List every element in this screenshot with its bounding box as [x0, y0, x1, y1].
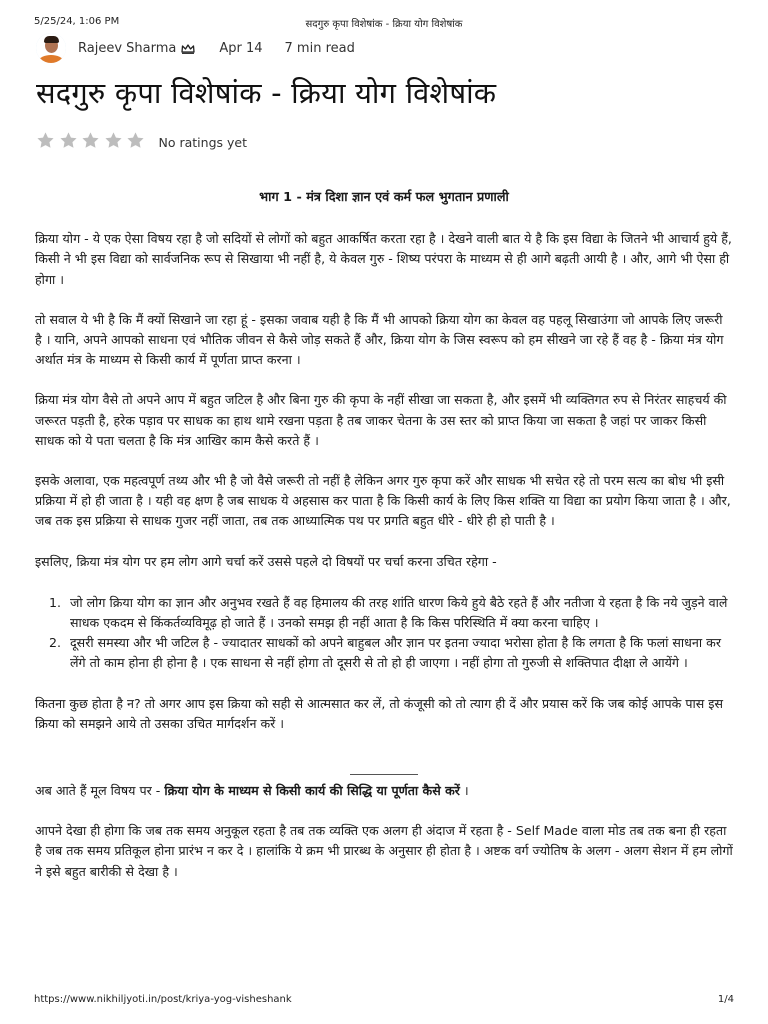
avatar[interactable] [36, 33, 66, 63]
star-icon[interactable] [126, 131, 145, 150]
print-datetime: 5/25/24, 1:06 PM [34, 16, 120, 27]
star-icon[interactable] [81, 131, 100, 150]
article-body [35, 188, 733, 882]
author-name[interactable]: Rajeev Sharma [78, 40, 177, 56]
print-header [34, 16, 734, 30]
article-paragraph: क्रिया मंत्र योग वैसे तो अपने आप में बहुत जटिल है और बिना गुरु की कृपा के नहीं सीखा जा सकता है, और इसमें भी व्यक्तिगत रुप से निरंतर साहचर्य की जरूरत पड़ती है, हरेक पड़ाव पर साधक का हाथ थामे रखना पड़ता है तब जाकर चेतना के उस स्तर को प्राप्त किया जा सकता है जहां पर जाकर किसी साधक को ये पता चलता है कि मंत्र आखिर काम कैसे करते हैं । [35, 392, 727, 448]
star-icon[interactable] [36, 131, 55, 150]
print-page-title: सदगुरु कृपा विशेषांक - क्रिया योग विशेषांक [305, 19, 463, 30]
section-heading: भाग 1 - मंत्र दिशा ज्ञान एवं कर्म फल भुगतान प्रणाली [259, 190, 509, 205]
article-paragraph: इसके अलावा, एक महत्वपूर्ण तथ्य और भी है जो वैसे जरूरी तो नहीं है लेकिन अगर गुरु कृपा करें और साधक भी सचेत रहे तो परम सत्य का बोध भी इसी प्रक्रिया में हो ही जाता है । यही वह क्षण है जब साधक ये अहसास कर पाता है कि किसी कार्य के लिए किस शक्ति या विद्या का प्रयोग किया जाता है । और, जब तक इस प्रक्रिया से साधक गुजर नहीं जाता, तब तक आध्यात्मिक पथ पर प्रगति बहुत धीरे - धीरे ही हो पाती है । [35, 473, 731, 529]
star-icon[interactable] [59, 131, 78, 150]
rating-widget [36, 131, 247, 153]
main-topic-lead: अब आते हैं मूल विषय पर - [35, 783, 165, 799]
print-url: https://www.nikhiljyoti.in/post/kriya-yog-visheshank [34, 994, 292, 1005]
list-item: 1. जो लोग क्रिया योग का ज्ञान और अनुभव रखते हैं वह हिमालय की तरह शांति धारण किये हुये बैठे रहते हैं और नतीजा ये रहता है कि नये जुड़ने वाले साधक एकदम से किंकर्तव्यविमूढ़ हो जाते हैं । उनको समझ ही नहीं आता है कि किस परिस्थिति में क्या करना चाहिए । [65, 593, 733, 633]
article-paragraph: कितना कुछ होता है न? तो अगर आप इस क्रिया को सही से आत्मसात कर लें, तो कंजूसी को तो त्याग ही दें और प्रयास करें कि जब कोई आपके पास इस क्रिया को समझने आये तो उसका उचित मार्गदर्शन करें । [35, 695, 723, 731]
section-divider [35, 764, 733, 778]
print-footer [34, 994, 734, 1008]
article-paragraph: तो सवाल ये भी है कि मैं क्यों सिखाने जा रहा हूं - इसका जवाब यही है कि मैं भी आपको क्रिया योग का केवल वह पहलू सिखाउंगा जो आपके लिए जरूरी है । यानि, अपने आपको साधना एवं भौतिक जीवन से कैसे जोड़ सकते हैं और, क्रिया योग के जिस स्वरूप को हम सीखने जा रहे हैं वह है - क्रिया मंत्र योग अर्थात मंत्र के माध्यम से किसी कार्य में पूर्णता प्राप्त करना । [35, 311, 724, 368]
read-time: 7 min read [284, 40, 355, 56]
star-icon[interactable] [104, 131, 123, 150]
article-paragraph: क्रिया योग - ये एक ऐसा विषय रहा है जो सदियों से लोगों को बहुत आकर्षित करता रहा है । देखने वाली बात ये है कि इस विद्या के जितने भी आचार्य हुये हैं, किसी ने भी इस विद्या को सार्वजनिक रूप से सिखाया भी नहीं है, ये केवल गुरु - शिष्य परंपरा के माध्यम से ही आगे बढ़ती आयी है । और, आगे भी ऐसा ही होगा । [35, 231, 732, 287]
list-item: 2. दूसरी समस्या और भी जटिल है - ज्यादातर साधकों को अपने बाहुबल और ज्ञान पर इतना ज्यादा भरोसा होता है कि लगता है कि फलां साधना कर लेंगे तो काम होना ही होना है । एक साधना से नहीं होगा तो दूसरी से तो हो ही जाएगा । नहीं होगा तो गुरुजी से शक्तिपात दीक्षा ले आयेंगे । [65, 633, 733, 673]
numbered-list [35, 593, 733, 674]
rating-text: No ratings yet [158, 134, 247, 150]
main-topic-line [35, 781, 733, 801]
article-paragraph: आपने देखा ही होगा कि जब तक समय अनुकूल रहता है तब तक व्यक्ति एक अलग ही अंदाज में रहता है - Self Made वाला मोड तब तक बना ही रहता है जब तक समय प्रतिकूल होना प्रारंभ न कर दे । हालांकि ये क्रम भी प्रारब्ध के अनुसार ही होता है । अष्टक वर्ग ज्योतिष के अलग - अलग सेशन में हम लोगों ने इसे बहुत बारीकी से देखा है । [35, 823, 733, 879]
page-title: सदगुरु कृपा विशेषांक - क्रिया योग विशेषांक [36, 76, 497, 110]
main-topic-bold: क्रिया योग के माध्यम से किसी कार्य की सिद्धि या पूर्णता कैसे करें [164, 783, 460, 799]
author-row [36, 33, 355, 63]
crown-icon [181, 43, 195, 53]
main-topic-end: । [459, 783, 469, 799]
article-paragraph: इसलिए, क्रिया मंत्र योग पर हम लोग आगे चर्चा करें उससे पहले दो विषयों पर चर्चा करना उचित रहेगा - [35, 553, 497, 569]
page-number: 1/4 [717, 994, 734, 1005]
post-date: Apr 14 [219, 40, 263, 56]
star-rating[interactable] [36, 131, 149, 154]
